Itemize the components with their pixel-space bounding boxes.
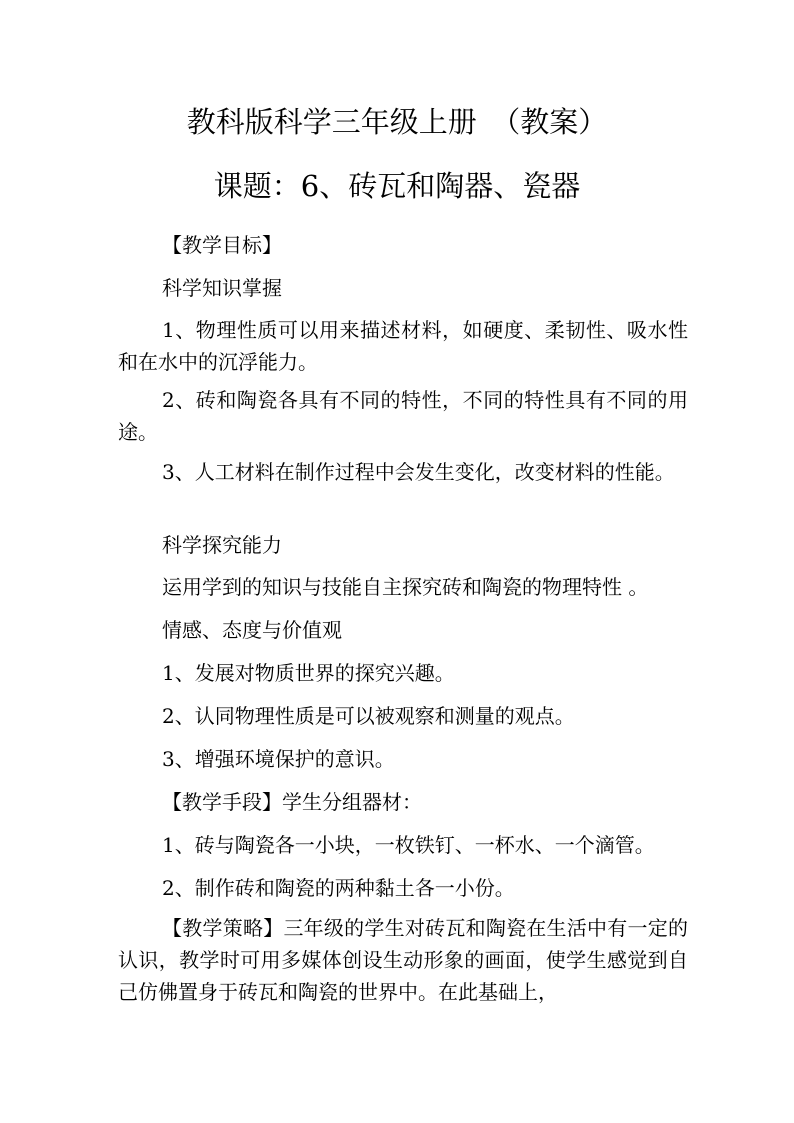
paragraph-means-2: 2、制作砖和陶瓷的两种黏土各一小份。	[162, 876, 515, 900]
paragraph-inquiry: 运用学到的知识与技能自主探究砖和陶瓷的物理特性 。	[162, 575, 649, 599]
paragraph-knowledge-1: 1、物理性质可以用来描述材料，如硬度、柔韧性、吸水性和在水中的沉浮能力。	[118, 318, 688, 374]
paragraph-knowledge-3: 3、人工材料在制作过程中会发生变化，改变材料的性能。	[162, 460, 675, 484]
paragraph-attitude-1: 1、发展对物质世界的探究兴趣。	[162, 661, 455, 685]
paragraph-attitude-2: 2、认同物理性质是可以被观察和测量的观点。	[162, 704, 575, 728]
subheading-knowledge: 科学知识掌握	[162, 276, 282, 300]
paragraph-means-1: 1、砖与陶瓷各一小块，一枚铁钉、一杯水、一个滴管。	[162, 833, 655, 857]
subheading-attitude: 情感、态度与价值观	[162, 618, 342, 642]
section-heading-means: 【教学手段】学生分组器材：	[162, 790, 422, 814]
paragraph-strategy: 【教学策略】三年级的学生对砖瓦和陶瓷在生活中有一定的认识，教学时可用多媒体创设生动形象的画面，使学生感觉到自己仿佛置身于砖瓦和陶瓷的世界中。在此基础上，	[118, 916, 688, 1004]
paragraph-knowledge-2: 2、砖和陶瓷各具有不同的特性，不同的特性具有不同的用途。	[118, 388, 688, 444]
paragraph-attitude-3: 3、增强环境保护的意识。	[162, 747, 395, 771]
document-title: 教科版科学三年级上册 （教案）	[186, 105, 608, 139]
subheading-inquiry: 科学探究能力	[162, 533, 282, 557]
section-heading-objectives: 【教学目标】	[162, 233, 282, 257]
lesson-subtitle: 课题：6、砖瓦和陶器、瓷器	[213, 169, 581, 203]
